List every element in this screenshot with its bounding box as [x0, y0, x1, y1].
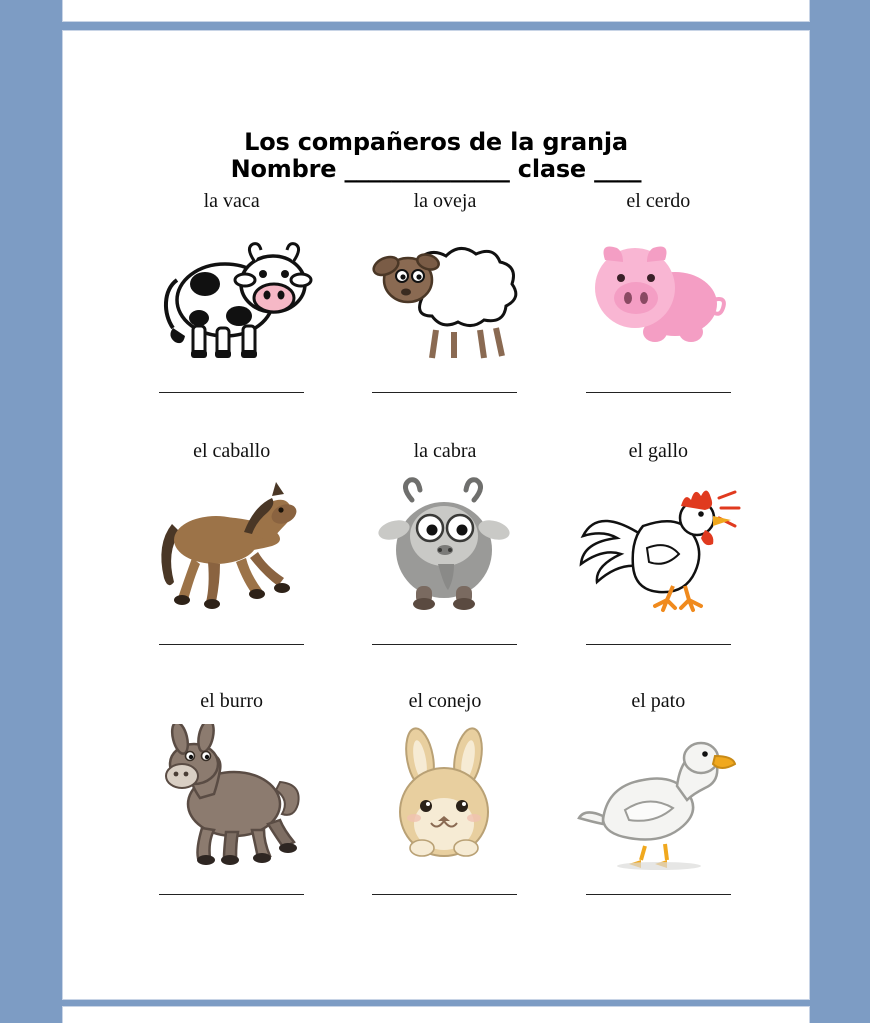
grid-cell-donkey: [125, 691, 338, 939]
animal-label-duck: el pato: [631, 689, 686, 712]
animal-label-goat: la cabra: [413, 439, 477, 462]
answer-blank-sheep[interactable]: [372, 391, 517, 393]
worksheet-page: [62, 30, 810, 1000]
animal-label-sheep: la oveja: [413, 189, 477, 212]
answer-blank-pig[interactable]: [586, 391, 731, 393]
answer-blank-horse[interactable]: [159, 643, 304, 645]
grid-cell-goat: [338, 441, 551, 689]
animal-label-cow: la vaca: [203, 189, 260, 212]
grid-cell-rooster: [552, 441, 765, 689]
pig-illustration: [552, 217, 765, 377]
page-title: Los compañeros de la granja: [244, 128, 628, 156]
horse-illustration: [125, 469, 338, 629]
animal-grid: [63, 191, 809, 939]
animal-label-rabbit: el conejo: [408, 689, 482, 712]
sheep-illustration: [338, 217, 551, 377]
animal-label-pig: el cerdo: [626, 189, 691, 212]
answer-blank-cow[interactable]: [159, 391, 304, 393]
goat-illustration: [338, 469, 551, 629]
answer-blank-rabbit[interactable]: [372, 893, 517, 895]
answer-blank-donkey[interactable]: [159, 893, 304, 895]
answer-blank-goat[interactable]: [372, 643, 517, 645]
rabbit-illustration: [338, 719, 551, 879]
answer-blank-duck[interactable]: [586, 893, 731, 895]
next-page-edge: [62, 1006, 810, 1023]
animal-label-rooster: el gallo: [628, 439, 689, 462]
previous-page-edge: [62, 0, 810, 22]
animal-label-donkey: el burro: [200, 689, 264, 712]
grid-cell-horse: [125, 441, 338, 689]
animal-label-horse: el caballo: [193, 439, 271, 462]
cow-illustration: [125, 217, 338, 377]
grid-cell-pig: [552, 191, 765, 439]
duck-illustration: [552, 719, 765, 879]
name-and-class-line: Nombre ______________ clase ____: [230, 154, 642, 183]
donkey-illustration: [125, 719, 338, 879]
grid-cell-rabbit: [338, 691, 551, 939]
rooster-illustration: [552, 469, 765, 629]
answer-blank-rooster[interactable]: [586, 643, 731, 645]
grid-cell-cow: [125, 191, 338, 439]
grid-cell-sheep: [338, 191, 551, 439]
grid-cell-duck: [552, 691, 765, 939]
